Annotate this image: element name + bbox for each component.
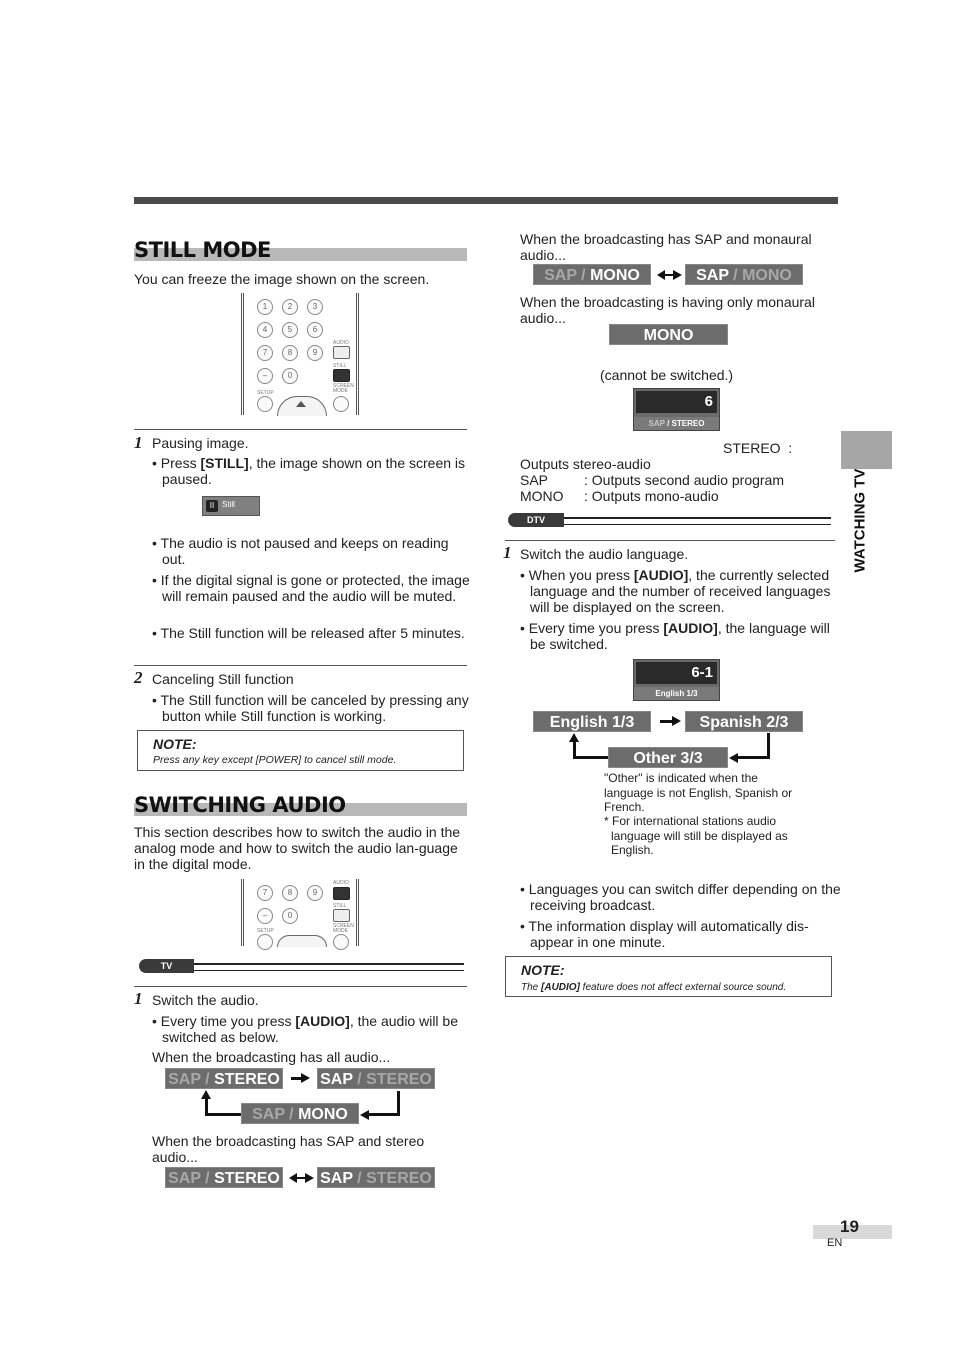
still-step2-number: 2 [134, 668, 143, 687]
tv-tag-line [194, 963, 464, 971]
osd-channel: 6 [636, 391, 717, 413]
audio-intro: This section describes how to switch the audio in the analog mode and how to switch the audio lan-guage in the digital mode. [134, 824, 461, 872]
tv-tag: TV [139, 959, 194, 973]
sap-mono-box-3: SAP / MONO [685, 264, 803, 285]
remote-audio-button [333, 346, 350, 359]
remote-still-label: STILL [333, 903, 347, 909]
arrow-up-icon [569, 733, 579, 742]
remote-audio-label: AUDIO [333, 340, 349, 346]
osd2-language: English 1/3 [634, 687, 719, 700]
remote-button-1: 1 [257, 299, 273, 315]
intl-note: * For international stations audio language will still be displayed as English. [604, 814, 788, 857]
page-lang: EN [827, 1237, 843, 1249]
sap-mono-box-1: SAP / MONO [241, 1103, 359, 1124]
page-number: 19 [840, 1217, 859, 1236]
still-step2-title: Canceling Still function [152, 671, 294, 687]
legend-stereo-desc: Outputs stereo-audio [520, 456, 651, 472]
arrow-left-head-icon [657, 270, 665, 280]
connector-line [737, 756, 770, 759]
connector-line [205, 1098, 208, 1116]
remote-still-button [333, 369, 350, 382]
remote-button-2: 2 [282, 299, 298, 315]
dtv-bullet3: • Languages you can switch differ depending on the receiving broadcast. [520, 881, 841, 913]
still-mode-title: STILL MODE [134, 238, 271, 262]
arrow-right-head-icon [301, 1073, 310, 1083]
tv-step-number: 1 [134, 989, 143, 1008]
connector-line [397, 1091, 400, 1115]
arrow-right-head-icon [305, 1173, 314, 1183]
remote-button-9: 9 [307, 345, 323, 361]
remote-audio-label: AUDIO [333, 880, 349, 886]
remote-button-8: 8 [282, 345, 298, 361]
still-step1-bullet2: • The audio is not paused and keeps on reading out. [152, 535, 449, 567]
remote-still-image [241, 293, 359, 415]
still-step2-bullet1: • The Still function will be canceled by pressing any button while Still function is working. [152, 692, 469, 724]
legend-sap-desc: : Outputs second audio program [584, 472, 785, 488]
still-mode-heading [134, 231, 467, 261]
arrow-up-icon [201, 1090, 211, 1099]
connector-line [573, 741, 576, 759]
remote-mode-button [333, 934, 349, 950]
sap-stereo-box-1: SAP / STEREO [165, 1068, 283, 1089]
remote-audio-button [333, 887, 350, 900]
side-tab-label: WATCHING TV [851, 468, 869, 573]
arrow-left-icon [360, 1110, 369, 1120]
still-osd-label: Still [222, 500, 235, 509]
remote-button-0: 0 [282, 368, 298, 384]
remote-setup-label: SETUP [257, 390, 274, 396]
arrow-left-icon [729, 753, 738, 763]
sap-stereo-box-2: SAP / STEREO [317, 1068, 435, 1089]
remote-button-8: 8 [282, 885, 298, 901]
switching-audio-heading [134, 786, 467, 816]
remote-setup-button [257, 934, 273, 950]
still-note-heading: NOTE: [153, 736, 197, 752]
still-step1-bullet3: • If the digital signal is gone or protected, the image will remain paused and the audio will be muted. [152, 572, 470, 604]
osd-audio-mode: SAP / STEREO [634, 417, 719, 430]
tv-step-title: Switch the audio. [152, 992, 259, 1008]
connector-line [205, 1113, 241, 1116]
top-rule [134, 197, 838, 204]
audio-note-box [505, 956, 832, 997]
divider [505, 540, 835, 541]
legend-sap-label: SAP [520, 472, 549, 488]
dtv-bullet4: • The information display will automatically dis-appear in one minute. [520, 918, 809, 950]
dtv-step-title: Switch the audio language. [520, 546, 689, 562]
audio-note-heading: NOTE: [521, 962, 565, 978]
still-step1-number: 1 [134, 433, 143, 452]
divider [134, 665, 467, 666]
dtv-step-bullet2: • Every time you press [AUDIO], the language will be switched. [520, 620, 830, 652]
side-tab-label-box [836, 468, 886, 580]
remote-setup-button [257, 396, 273, 412]
remote-button-dash: – [257, 368, 273, 384]
dtv-tag-line [564, 517, 831, 525]
remote-button-6: 6 [307, 322, 323, 338]
connector-line [573, 756, 608, 759]
divider [134, 986, 467, 987]
side-tab [841, 431, 892, 469]
switching-audio-title: SWITCHING AUDIO [134, 793, 346, 817]
legend-stereo: STEREO : [723, 440, 793, 456]
channel-osd [633, 388, 720, 431]
remote-button-7: 7 [257, 345, 273, 361]
remote-still-button [333, 909, 350, 922]
connector-line [368, 1113, 400, 1116]
cannot-switch-text: (cannot be switched.) [600, 367, 734, 383]
remote-screen-label: SCREEN MODE [333, 923, 354, 934]
osd2-channel: 6-1 [636, 662, 717, 684]
remote-setup-label: SETUP [257, 928, 274, 934]
english-box: English 1/3 [533, 711, 651, 732]
legend-mono-label: MONO [520, 488, 564, 504]
audio-note-body: The [AUDIO] feature does not affect external source sound. [521, 982, 787, 993]
sap-stereo-box-4: SAP / STEREO [317, 1167, 435, 1188]
dtv-tag: DTV [508, 513, 564, 527]
mono-box: MONO [609, 324, 728, 345]
still-step1-bullet1: • Press [STILL], the image shown on the screen is paused. [152, 455, 466, 487]
remote-button-3: 3 [307, 299, 323, 315]
dtv-step-number: 1 [503, 543, 512, 562]
remote-mode-button [333, 396, 349, 412]
language-osd [633, 659, 720, 701]
remote-button-9: 9 [307, 885, 323, 901]
remote-button-0: 0 [282, 908, 298, 924]
sap-mono-box-2: SAP / MONO [533, 264, 651, 285]
case-all-audio: When the broadcasting has all audio... [152, 1049, 391, 1065]
still-step1-title: Pausing image. [152, 435, 249, 451]
tv-step-bullet1: • Every time you press [AUDIO], the audio will be switched as below. [152, 1013, 459, 1045]
arrow-right-head-icon [673, 270, 682, 280]
case-sap-stereo: When the broadcasting has SAP and stereo audio... [152, 1133, 425, 1165]
divider [134, 429, 467, 430]
arrow-right-head-icon [672, 716, 681, 726]
still-osd-badge [202, 496, 260, 516]
other-box: Other 3/3 [608, 747, 728, 768]
remote-screen-label: SCREEN MODE [333, 383, 354, 394]
remote-nav-arc [277, 935, 327, 947]
other-note: "Other" is indicated when the language is not English, Spanish or French. [604, 771, 793, 814]
still-step1-bullet4: • The Still function will be released after 5 minutes. [152, 625, 465, 641]
remote-button-dash: – [257, 908, 273, 924]
still-note-box [137, 730, 464, 771]
remote-still-label: STILL [333, 363, 347, 369]
arrow-left-head-icon [289, 1173, 297, 1183]
spanish-box: Spanish 2/3 [685, 711, 803, 732]
still-intro: You can freeze the image shown on the screen. [134, 271, 430, 287]
still-note-body: Press any key except [POWER] to cancel still mode. [153, 754, 397, 766]
sap-stereo-box-3: SAP / STEREO [165, 1167, 283, 1188]
case-only-mono: When the broadcasting is having only monaural audio... [520, 294, 815, 326]
pause-icon: II [206, 500, 218, 512]
legend-mono-desc: : Outputs mono-audio [584, 488, 719, 504]
remote-button-4: 4 [257, 322, 273, 338]
dtv-step-bullet1: • When you press [AUDIO], the currently selected language and the number of received languages will be displayed on the screen. [520, 567, 831, 615]
remote-audio-image [241, 879, 359, 946]
remote-button-7: 7 [257, 885, 273, 901]
case-sap-mono: When the broadcasting has SAP and monaural audio... [520, 231, 812, 263]
remote-button-5: 5 [282, 322, 298, 338]
up-arrow-icon [296, 401, 306, 407]
